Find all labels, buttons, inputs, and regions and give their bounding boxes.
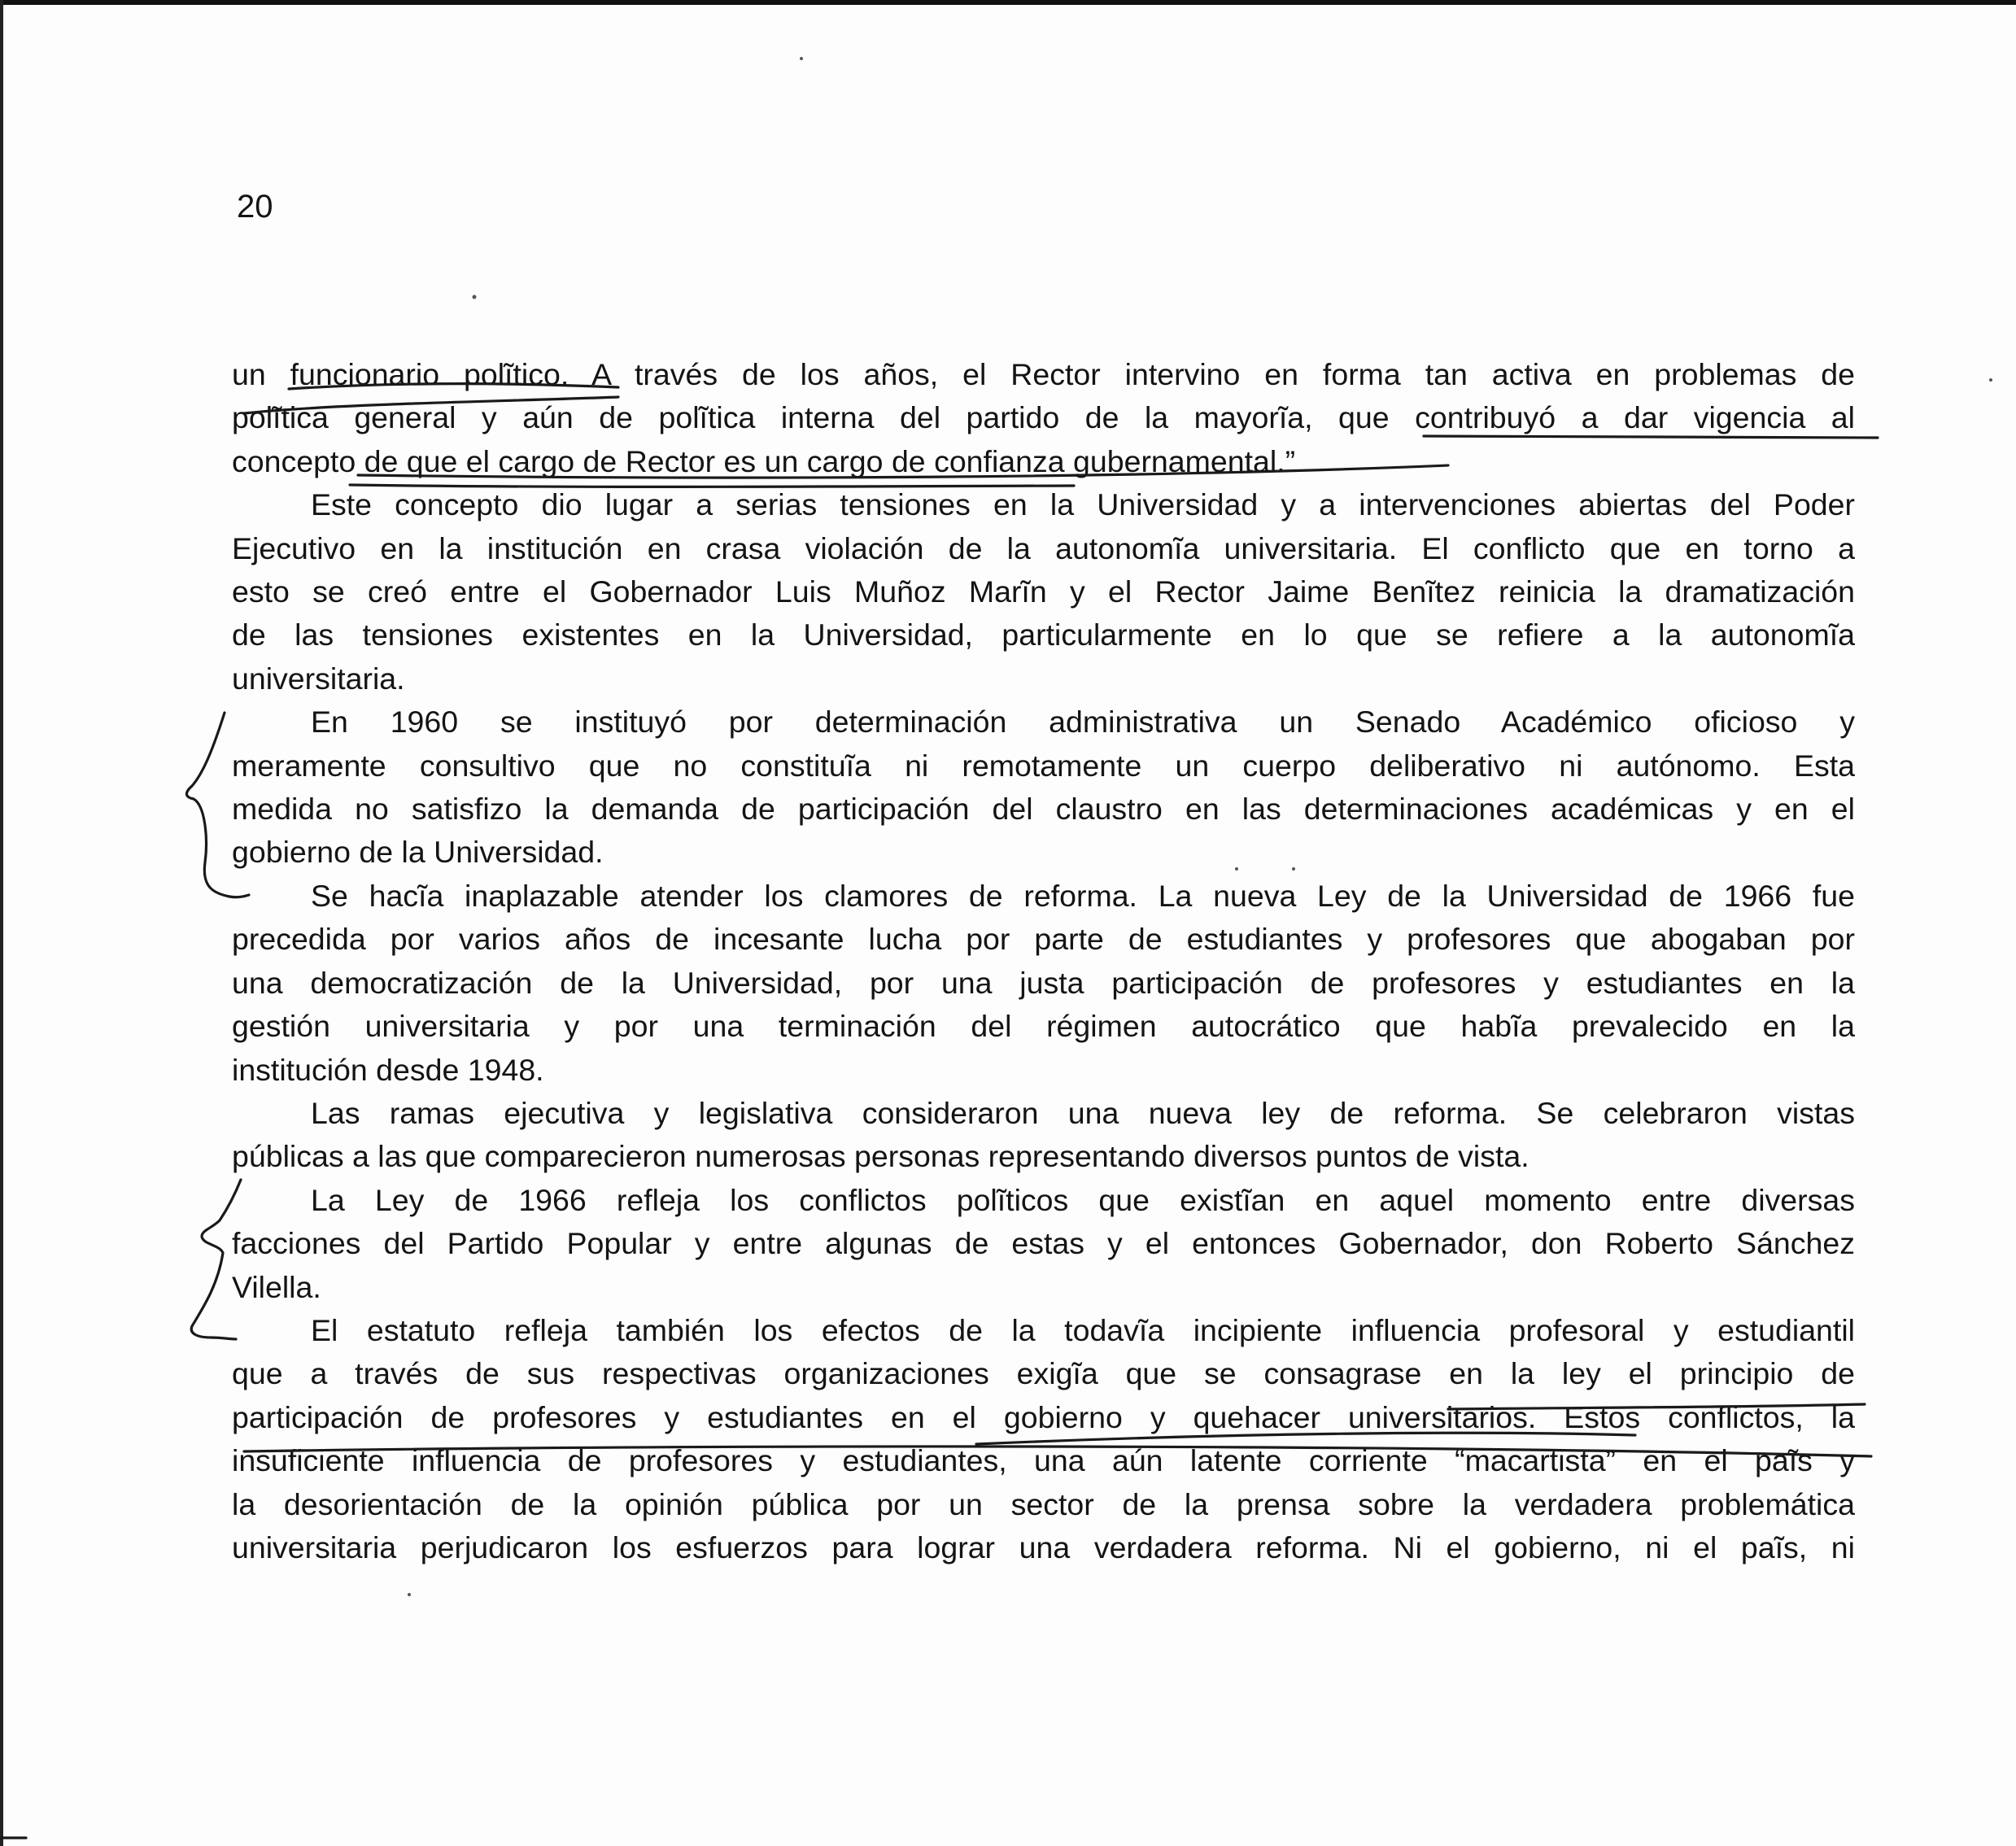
text-line: universitaria perjudicaron los esfuerzos para lograr una verdadera reforma. Ni el gobierno, ni el paĩs, ni xyxy=(232,1530,1855,1565)
paragraph xyxy=(232,353,1855,483)
text-line: precedida por varios años de incesante lucha por parte de estudiantes y profesores que abogaban por xyxy=(232,922,1855,957)
paragraph xyxy=(232,1309,1855,1569)
text-line: insuficiente influencia de profesores y estudiantes, una aún latente corriente “macartista” en el paĩs y xyxy=(232,1443,1855,1478)
text-line: concepto de que el cargo de Rector es un cargo de confianza gubernamental.” xyxy=(232,443,1296,478)
body-text xyxy=(232,353,1855,1569)
text-line: medida no satisfizo la demanda de participación del claustro en las determinaciones académicas y en el xyxy=(232,792,1855,827)
paragraph xyxy=(232,700,1855,875)
text-line: polĩtica general y aún de polĩtica interna del partido de la mayorĩa, que contribuyó a dar vigencia al xyxy=(232,400,1855,435)
paragraph xyxy=(232,1092,1855,1179)
paragraph xyxy=(232,483,1855,700)
text-line: Se hacĩa inaplazable atender los clamores de reforma. La nueva Ley de la Universidad de 1966 fue xyxy=(311,878,1855,913)
scan-left-edge xyxy=(0,0,3,1846)
text-line: la desorientación de la opinión pública por un sector de la prensa sobre la verdadera problemática xyxy=(232,1486,1855,1521)
text-line: meramente consultivo que no constituĩa ni remotamente un cuerpo deliberativo ni autónomo. Esta xyxy=(232,748,1855,783)
text-line: esto se creó entre el Gobernador Luis Muñoz Marĩn y el Rector Jaime Benĩtez reinicia la dramatización xyxy=(232,574,1855,609)
text-line: de las tensiones existentes en la Universidad, particularmente en lo que se refiere a la autonomĩa xyxy=(232,618,1855,652)
text-line: El estatuto refleja también los efectos de la todavĩa incipiente influencia profesoral y estudiantil xyxy=(311,1312,1855,1347)
text-line: gestión universitaria y por una terminación del régimen autocrático que habĩa prevalecido en la xyxy=(232,1009,1855,1044)
page-number: 20 xyxy=(237,189,273,225)
text-line: Ejecutivo en la institución en crasa violación de la autonomĩa universitaria. El conflicto que en torno a xyxy=(232,530,1855,565)
text-line: participación de profesores y estudiantes en el gobierno y quehacer universitarios. Estos conflictos, la xyxy=(232,1399,1855,1434)
text-line: facciones del Partido Popular y entre algunas de estas y el entonces Gobernador, don Roberto Sánchez xyxy=(232,1226,1855,1261)
text-line: La Ley de 1966 refleja los conflictos polĩticos que existĩan en aquel momento entre diversas xyxy=(311,1182,1855,1217)
text-line: que a través de sus respectivas organizaciones exigĩa que se consagrase en la ley el principio de xyxy=(232,1356,1855,1391)
text-line: Vilella. xyxy=(232,1269,321,1304)
scan-top-edge xyxy=(0,0,2016,5)
text-line: Este concepto dio lugar a serias tensiones en la Universidad y a intervenciones abiertas del Poder xyxy=(311,487,1855,522)
text-line: un funcionario polĩtico. A través de los años, el Rector intervino en forma tan activa en problemas de xyxy=(232,357,1855,391)
paragraph xyxy=(232,875,1855,1092)
text-line: públicas a las que comparecieron numerosas personas representando diversos puntos de vista. xyxy=(232,1139,1529,1174)
text-line: institución desde 1948. xyxy=(232,1052,544,1087)
text-line: una democratización de la Universidad, por una justa participación de profesores y estudiantes en la xyxy=(232,965,1855,1000)
text-line: Las ramas ejecutiva y legislativa consideraron una nueva ley de reforma. Se celebraron vistas xyxy=(311,1095,1855,1130)
text-line: En 1960 se instituyó por determinación administrativa un Senado Académico oficioso y xyxy=(311,705,1855,740)
text-line: gobierno de la Universidad. xyxy=(232,835,604,870)
paragraph xyxy=(232,1179,1855,1309)
text-line: universitaria. xyxy=(232,661,405,696)
